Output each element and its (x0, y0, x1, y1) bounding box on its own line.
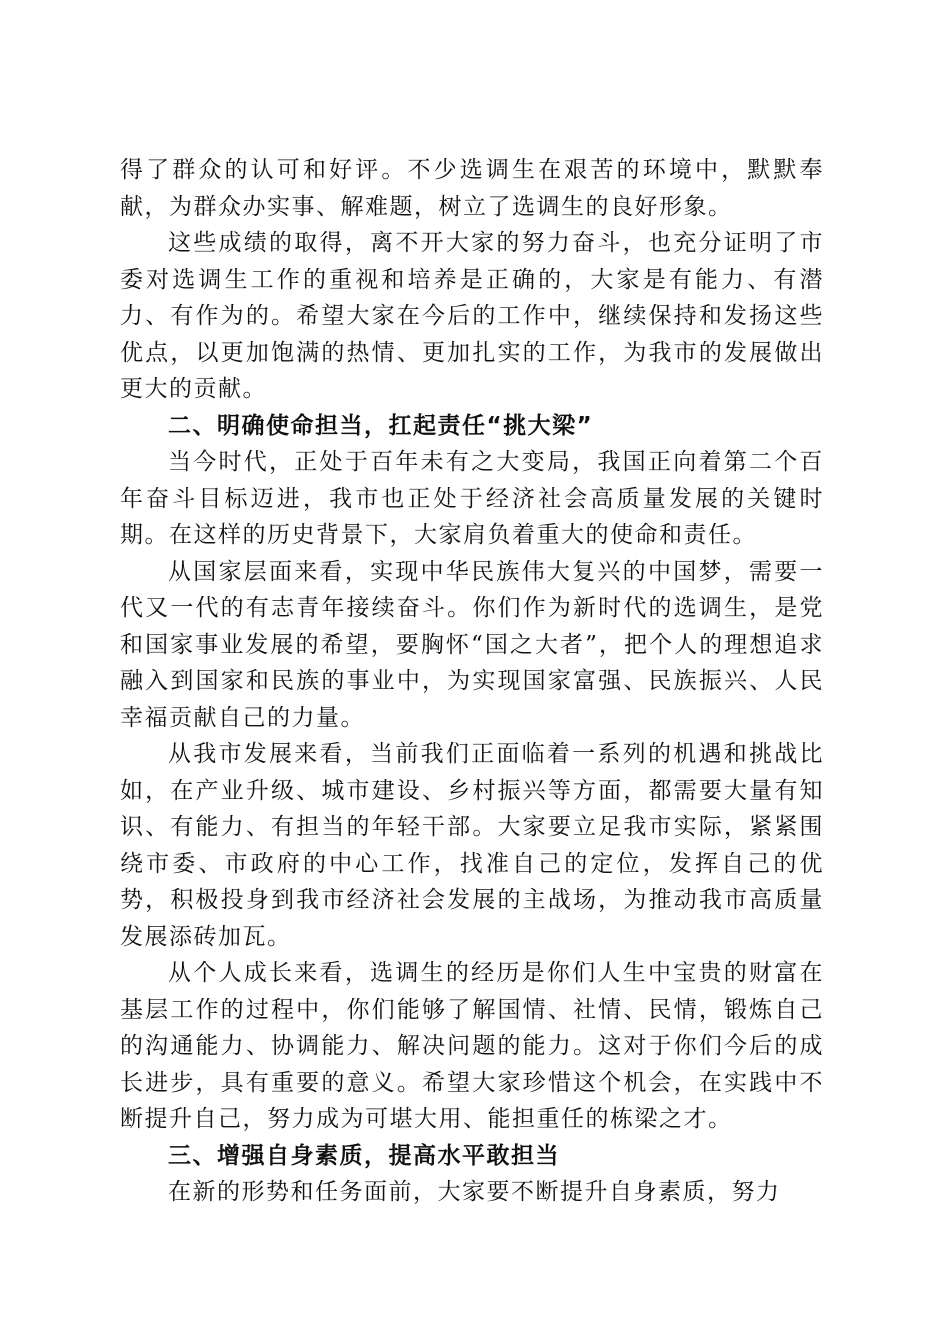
paragraph-4: 从国家层面来看，实现中华民族伟大复兴的中国梦，需要一代又一代的有志青年接续奋斗。你们作为新时代的选调生，是党和国家事业发展的希望，要胸怀“国之大者”，把个人的理想追求融入到国家和民族的事业中，为实现国家富强、民族振兴、人民幸福贡献自己的力量。 (120, 558, 824, 731)
section-heading-3: 三、增强自身素质，提高水平敢担当 (168, 1142, 560, 1169)
section-heading-2: 二、明确使命担当，扛起责任“挑大梁” (168, 412, 594, 439)
paragraph-1: 得了群众的认可和好评。不少选调生在艰苦的环境中，默默奉献，为群众办实事、解难题，树立了选调生的良好形象。 (120, 157, 824, 220)
document-body (120, 152, 824, 1211)
paragraph-7: 在新的形势和任务面前，大家要不断提升自身素质，努力 (168, 1179, 781, 1205)
paragraph-3: 当今时代，正处于百年未有之大变局，我国正向着第二个百年奋斗目标迈进，我市也正处于经济社会高质量发展的关键时期。在这样的历史背景下，大家肩负着重大的使命和责任。 (120, 449, 824, 548)
paragraph-5: 从我市发展来看，当前我们正面临着一系列的机遇和挑战比如，在产业升级、城市建设、乡村振兴等方面，都需要大量有知识、有能力、有担当的年轻干部。大家要立足我市实际，紧紧围绕市委、市政府的中心工作，找准自己的定位，发挥自己的优势，积极投身到我市经济社会发展的主战场，为推动我市高质量发展添砖加瓦。 (120, 741, 824, 950)
paragraph-6: 从个人成长来看，选调生的经历是你们人生中宝贵的财富在基层工作的过程中，你们能够了解国情、社情、民情，锻炼自己的沟通能力、协调能力、解决问题的能力。这对于你们今后的成长进步，具有重要的意义。希望大家珍惜这个机会，在实践中不断提升自己，努力成为可堪大用、能担重任的栋梁之才。 (120, 960, 824, 1132)
paragraph-2: 这些成绩的取得，离不开大家的努力奋斗，也充分证明了市委对选调生工作的重视和培养是正确的，大家是有能力、有潜力、有作为的。希望大家在今后的工作中，继续保持和发扬这些优点，以更加饱满的热情、更加扎实的工作，为我市的发展做出更大的贡献。 (120, 230, 824, 402)
